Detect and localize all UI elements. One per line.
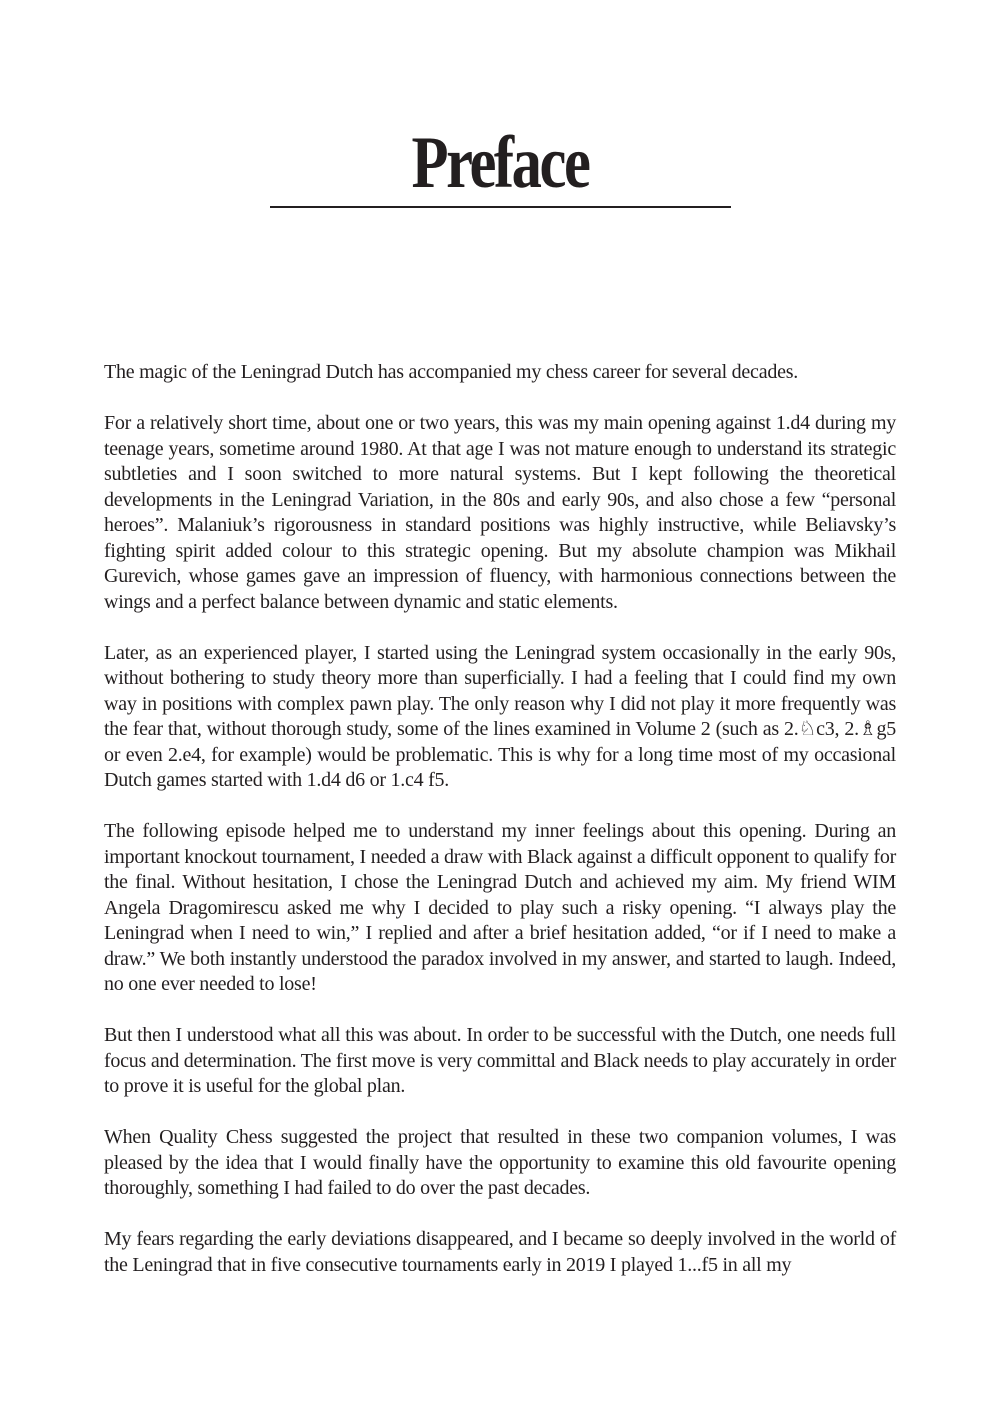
paragraph-1: The magic of the Leningrad Dutch has accompanied my chess career for several decades. <box>104 361 798 383</box>
page-title: Preface <box>411 122 589 204</box>
paragraph-5: But then I understood what all this was about. In order to be successful with the Dutch, one needs full focus and determination. The first move is very committal and Black needs to play accurately in order to prove it is useful for the global plan. <box>104 1024 896 1097</box>
body-text <box>104 360 896 1278</box>
paragraph-7: My fears regarding the early deviations disappeared, and I became so deeply involved in the world of the Leningrad that in five consecutive tournaments early in 2019 I played 1...f5 in all my <box>104 1228 896 1276</box>
title-rule <box>270 206 731 208</box>
paragraph-4: The following episode helped me to understand my inner feelings about this opening. During an important knockout tournament, I needed a draw with Black against a difficult opponent to qualify for the final. Without hesitation, I chose the Leningrad Dutch and achieved my aim. My friend WIM Angela Dragomirescu asked me why I decided to play such a risky opening. “I always play the Leningrad when I need to win,” I replied and after a brief hesitation added, “or if I need to make a draw.” We both instantly understood the paradox involved in my answer, and started to laugh. Indeed, no one ever needed to lose! <box>104 820 896 995</box>
paragraph-3: Later, as an experienced player, I started using the Leningrad system occasionally in the early 90s, without bothering to study theory more than superficially. I had a feeling that I could find my own way in positions with complex pawn play. The only reason why I did not play it more frequently was the fear that, without thorough study, some of the lines examined in Volume 2 (such as 2.♘c3, 2.♗g5 or even 2.e4, for example) would be problematic. This is why for a long time most of my occasional Dutch games started with 1.d4 d6 or 1.c4 f5. <box>104 641 896 791</box>
paragraph-6: When Quality Chess suggested the project that resulted in these two companion volumes, I was pleased by the idea that I would finally have the opportunity to examine this old favourite opening thoroughly, something I had failed to do over the past decades. <box>104 1126 896 1199</box>
paragraph-2: For a relatively short time, about one or two years, this was my main opening against 1.d4 during my teenage years, sometime around 1980. At that age I was not mature enough to understand its strategic subtleties and I soon switched to more natural systems. But I kept following the theoretical developments in the Leningrad Variation, in the 80s and early 90s, and also chose a few “personal heroes”. Malaniuk’s rigorousness in standard positions was highly instructive, while Beliavsky’s fighting spirit added colour to this strategic opening. But my absolute champion was Mikhail Gurevich, whose games gave an impression of fluency, with harmonious connections between the wings and a perfect balance between dynamic and static elements. <box>104 412 896 613</box>
